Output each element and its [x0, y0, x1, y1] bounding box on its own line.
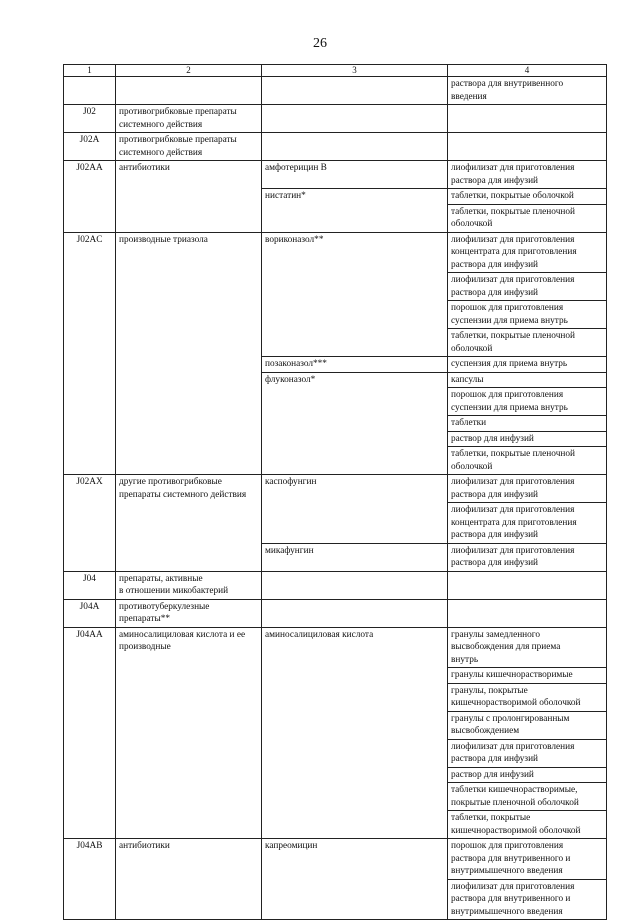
dosage-form-cell: лиофилизат для приготовления раствора для внутривенного и внутримышечного введения — [448, 879, 607, 920]
group-name-cell: антибиотики — [116, 839, 262, 920]
dosage-form-cell: лиофилизат для приготовления раствора для инфузий — [448, 273, 607, 301]
drug-table — [63, 64, 607, 920]
table-row — [64, 105, 607, 133]
dosage-form-cell: порошок для приготовления суспензии для приема внутрь — [448, 388, 607, 416]
atc-code-cell: J02 — [64, 105, 116, 133]
dosage-form-cell — [448, 599, 607, 627]
atc-code-cell — [64, 77, 116, 105]
dosage-form-cell: лиофилизат для приготовления раствора для инфузий — [448, 161, 607, 189]
drug-name-cell: микафунгин — [262, 543, 448, 571]
drug-name-cell — [262, 599, 448, 627]
table-row — [64, 627, 607, 668]
page-number: 26 — [313, 36, 327, 51]
header-cell: 2 — [116, 65, 262, 77]
group-name-cell: другие противогрибковые препараты системного действия — [116, 475, 262, 572]
table-row — [64, 77, 607, 105]
table-row — [64, 161, 607, 189]
drug-name-cell — [262, 77, 448, 105]
drug-name-cell: капреомицин — [262, 839, 448, 920]
table-row — [64, 232, 607, 273]
atc-code-cell: J04 — [64, 571, 116, 599]
drug-name-cell — [262, 133, 448, 161]
group-name-cell: аминосалициловая кислота и ее производные — [116, 627, 262, 839]
header-cell: 4 — [448, 65, 607, 77]
drug-name-cell: нистатин* — [262, 189, 448, 233]
atc-code-cell: J04AA — [64, 627, 116, 839]
atc-code-cell: J04AB — [64, 839, 116, 920]
group-name-cell: противогрибковые препараты системного действия — [116, 133, 262, 161]
group-name-cell: противогрибковые препараты системного действия — [116, 105, 262, 133]
dosage-form-cell: лиофилизат для приготовления раствора для инфузий — [448, 739, 607, 767]
group-name-cell: препараты, активные в отношении микобактерий — [116, 571, 262, 599]
dosage-form-cell: гранулы с пролонгированным высвобождением — [448, 711, 607, 739]
atc-code-cell: J02AX — [64, 475, 116, 572]
dosage-form-cell: таблетки — [448, 416, 607, 432]
dosage-form-cell: капсулы — [448, 372, 607, 388]
table-row — [64, 839, 607, 880]
drug-name-cell: аминосалициловая кислота — [262, 627, 448, 839]
drug-name-cell: флуконазол* — [262, 372, 448, 475]
table-row — [64, 571, 607, 599]
dosage-form-cell: таблетки, покрытые оболочкой — [448, 189, 607, 205]
dosage-form-cell: лиофилизат для приготовления концентрата для приготовления раствора для инфузий — [448, 503, 607, 544]
dosage-form-cell: лиофилизат для приготовления раствора для инфузий — [448, 543, 607, 571]
drug-name-cell: позаконазол*** — [262, 357, 448, 373]
group-name-cell: противотуберкулезные препараты** — [116, 599, 262, 627]
dosage-form-cell — [448, 105, 607, 133]
dosage-form-cell: лиофилизат для приготовления раствора для инфузий — [448, 475, 607, 503]
header-cell: 3 — [262, 65, 448, 77]
dosage-form-cell — [448, 133, 607, 161]
dosage-form-cell: гранулы, покрытые кишечнорастворимой оболочкой — [448, 683, 607, 711]
dosage-form-cell: таблетки, покрытые кишечнорастворимой оболочкой — [448, 811, 607, 839]
atc-code-cell: J04A — [64, 599, 116, 627]
dosage-form-cell: раствора для внутривенного введения — [448, 77, 607, 105]
drug-name-cell: вориконазол** — [262, 232, 448, 357]
dosage-form-cell: гранулы замедленного высвобождения для приема внутрь — [448, 627, 607, 668]
dosage-form-cell: раствор для инфузий — [448, 767, 607, 783]
dosage-form-cell — [448, 571, 607, 599]
group-name-cell: антибиотики — [116, 161, 262, 233]
atc-code-cell: J02A — [64, 133, 116, 161]
header-row — [64, 65, 607, 77]
atc-code-cell: J02AC — [64, 232, 116, 475]
table-row — [64, 475, 607, 503]
dosage-form-cell: раствор для инфузий — [448, 431, 607, 447]
drug-name-cell — [262, 105, 448, 133]
dosage-form-cell: таблетки, покрытые пленочной оболочкой — [448, 204, 607, 232]
table-row — [64, 599, 607, 627]
drug-name-cell: амфотерицин B — [262, 161, 448, 189]
atc-code-cell: J02AA — [64, 161, 116, 233]
group-name-cell: производные триазола — [116, 232, 262, 475]
dosage-form-cell: лиофилизат для приготовления концентрата для приготовления раствора для инфузий — [448, 232, 607, 273]
dosage-form-cell: суспензия для приема внутрь — [448, 357, 607, 373]
group-name-cell — [116, 77, 262, 105]
table-row — [64, 133, 607, 161]
dosage-form-cell: таблетки, покрытые пленочной оболочкой — [448, 447, 607, 475]
header-cell: 1 — [64, 65, 116, 77]
drug-name-cell — [262, 571, 448, 599]
dosage-form-cell: гранулы кишечнорастворимые — [448, 668, 607, 684]
dosage-form-cell: порошок для приготовления раствора для внутривенного и внутримышечного введения — [448, 839, 607, 880]
drug-name-cell: каспофунгин — [262, 475, 448, 544]
dosage-form-cell: таблетки, покрытые пленочной оболочкой — [448, 329, 607, 357]
dosage-form-cell: порошок для приготовления суспензии для приема внутрь — [448, 301, 607, 329]
dosage-form-cell: таблетки кишечнорастворимые, покрытые пленочной оболочкой — [448, 783, 607, 811]
